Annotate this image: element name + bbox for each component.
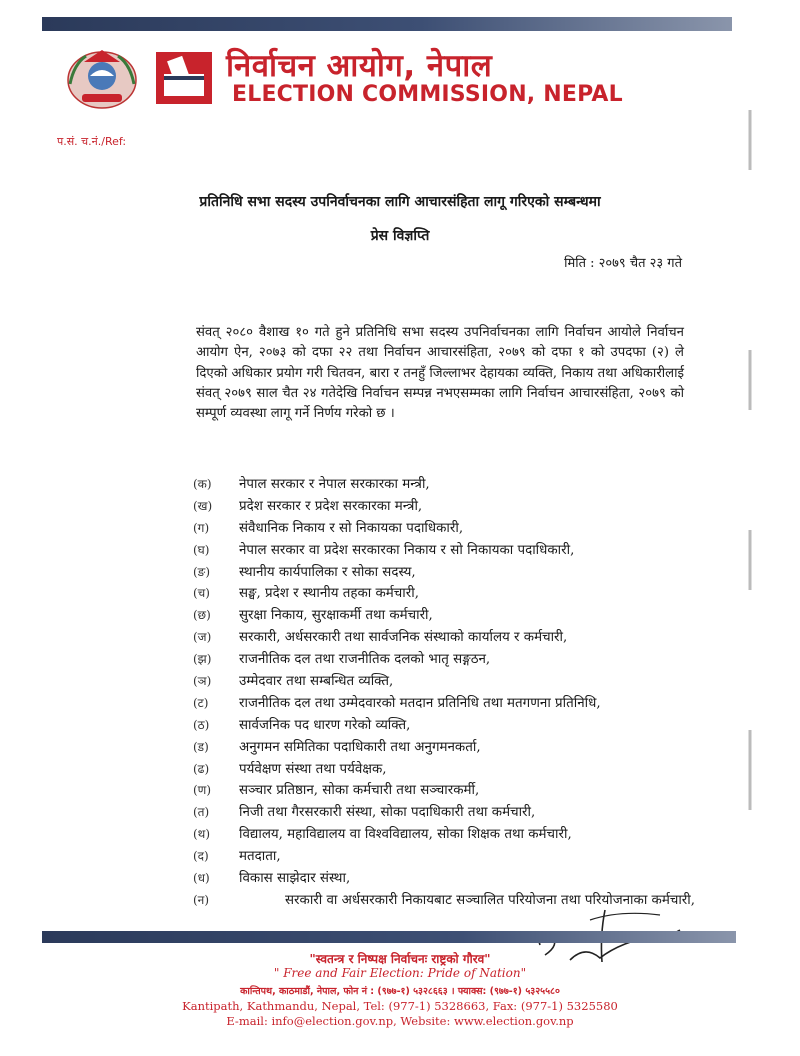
header-bar (42, 17, 732, 31)
contact-english: Kantipath, Kathmandu, Nepal, Tel: (977-1) 5328663, Fax: (977-1) 5325580 (182, 999, 618, 1013)
list-item-marker: (ध) (193, 871, 210, 886)
list-item (193, 540, 703, 562)
list-item-marker: (झ) (193, 652, 212, 667)
list-item-text: नेपाल सरकार र नेपाल सरकारका मन्त्री, (239, 477, 430, 492)
list-item-marker: (ग) (193, 520, 210, 535)
list-item-text: सार्वजनिक पद धारण गरेको व्यक्ति, (239, 717, 411, 733)
list-item-text: प्रदेश सरकार र प्रदेश सरकारका मन्त्री, (239, 498, 423, 514)
list-item (193, 583, 703, 605)
list-item-marker: (ज) (193, 630, 212, 645)
list-item-text: नेपाल सरकार वा प्रदेश सरकारका निकाय र सो निकायका पदाधिकारी, (239, 542, 575, 558)
list-item (193, 737, 703, 759)
list-item (193, 802, 703, 824)
list-item-marker: (ढ) (193, 761, 210, 776)
list-item-text: अनुगमन समितिका पदाधिकारी तथा अनुगमनकर्ता, (239, 739, 481, 755)
slogan-english: " Free and Fair Election: Pride of Nation" (273, 966, 527, 980)
list-item-marker: (क) (193, 477, 212, 491)
list-item-text: विद्यालय, महाविद्यालय वा विश्वविद्यालय, सोका शिक्षक तथा कर्मचारी, (239, 827, 572, 843)
organization-title-english: ELECTION COMMISSION, NEPAL (232, 82, 623, 107)
list-item-text: संवैधानिक निकाय र सो निकायका पदाधिकारी, (239, 520, 464, 536)
list-item-marker: (न) (193, 892, 210, 907)
list-item (193, 868, 703, 890)
list-item (193, 780, 703, 802)
list-item-marker: (ख) (193, 498, 213, 513)
list-item-marker: (ट) (193, 695, 209, 710)
list-item-text: उम्मेदवार तथा सम्बन्धित व्यक्ति, (239, 674, 394, 690)
footer-bar (42, 931, 736, 943)
document-subject: प्रतिनिधि सभा सदस्य उपनिर्वाचनका लागि आचारसंहिता लागू गरिएको सम्बन्धमा (199, 194, 601, 210)
list-item-marker: (घ) (193, 542, 210, 557)
list-item-marker: (ण) (193, 783, 212, 798)
list-item-text: सुरक्षा निकाय, सुरक्षाकर्मी तथा कर्मचारी, (239, 608, 433, 624)
contact-email-website: E-mail: info@election.gov.np, Website: www.election.gov.np (226, 1014, 574, 1028)
list-item-text: सङ्घ, प्रदेश र स्थानीय तहका कर्मचारी, (239, 586, 419, 602)
list-item-text: सञ्चार प्रतिष्ठान, सोका कर्मचारी तथा सञ्चारकर्मी, (239, 783, 480, 799)
organization-title-nepali: निर्वाचन आयोग, नेपाल (226, 48, 493, 84)
list-item (193, 496, 703, 518)
list-item-marker: (च) (193, 586, 210, 601)
list-item (193, 562, 703, 584)
list-item-text: राजनीतिक दल तथा राजनीतिक दलको भातृ सङ्गठन, (239, 652, 491, 668)
list-item (193, 474, 703, 496)
body-paragraph: संवत् २०८० वैशाख १० गते हुने प्रतिनिधि सभा सदस्य उपनिर्वाचनका लागि निर्वाचन आयोले निर्वाचन आयोग ऐन, २०७३ को दफा २२ तथा निर्वाचन आचारसंहिता, २०७९ को दफा १ को उपदफा (२) ले दिएको अधिकार प्रयोग गरी चितवन, बारा र तनहुँ जिल्लाभर देहायका व्यक्ति, निकाय तथा अधिकारीलाई संवत् २०७९ साल चैत २४ गतेदेखि निर्वाचन सम्पन्न नभएसम्मका लागि निर्वाचन आचारसंहिता, २०७९ को सम्पूर्ण व्यवस्था लागू गर्ने निर्णय गरेको छ । (196, 325, 684, 422)
list-item (193, 824, 703, 846)
list-item-text: सरकारी, अर्धसरकारी तथा सार्वजनिक संस्थाको कार्यालय र कर्मचारी, (239, 630, 568, 646)
list-item (193, 518, 703, 540)
list-item-text: विकास साझेदार संस्था, (239, 871, 351, 887)
list-item-marker: (ञ) (193, 674, 212, 689)
document-date: मिति : २०७९ चैत २३ गते (564, 256, 682, 271)
applicability-list (193, 474, 703, 912)
list-item-marker: (छ) (193, 608, 211, 623)
list-item-text: मतदाता, (239, 849, 281, 865)
list-item (193, 693, 703, 715)
contact-nepali: कान्तिपथ, काठमाडौं, नेपाल, फोन नं : (९७७-१) ५३२८६६३ । फ्याक्स: (९७७-१) ५३२५५८० (240, 986, 560, 997)
list-item-marker: (थ) (193, 827, 211, 842)
election-commission-logo-icon (156, 52, 212, 104)
list-item (193, 605, 703, 627)
list-item (193, 715, 703, 737)
document-heading: प्रेस विज्ञप्ति (370, 228, 430, 244)
list-item-text: राजनीतिक दल तथा उम्मेदवारको मतदान प्रतिनिधि तथा मतगणना प्रतिनिधि, (239, 695, 601, 711)
list-item-text: पर्यवेक्षण संस्था तथा पर्यवेक्षक, (239, 761, 387, 777)
reference-label: प.सं. च.नं./Ref: (57, 135, 127, 148)
scan-edge-marks (744, 110, 758, 930)
list-item (193, 627, 703, 649)
list-item-text: स्थानीय कार्यपालिका र सोका सदस्य, (239, 564, 416, 580)
list-item-marker: (ठ) (193, 717, 210, 732)
list-item (193, 759, 703, 781)
list-item-text: निजी तथा गैरसरकारी संस्था, सोका पदाधिकारी तथा कर्मचारी, (239, 805, 536, 821)
list-item (193, 649, 703, 671)
list-item (193, 671, 703, 693)
list-item-text: सरकारी वा अर्धसरकारी निकायबाट सञ्चालित परियोजना तथा परियोजनाका कर्मचारी, (285, 892, 696, 908)
list-item (193, 846, 703, 868)
list-item-marker: (ङ) (193, 564, 211, 579)
list-item-marker: (द) (193, 849, 209, 864)
slogan-nepali: "स्वतन्त्र र निष्पक्ष निर्वाचनः राष्ट्रको गौरव" (309, 952, 491, 966)
list-item-marker: (त) (193, 805, 210, 820)
national-emblem-icon (64, 44, 140, 110)
list-item-marker: (ड) (193, 739, 209, 754)
